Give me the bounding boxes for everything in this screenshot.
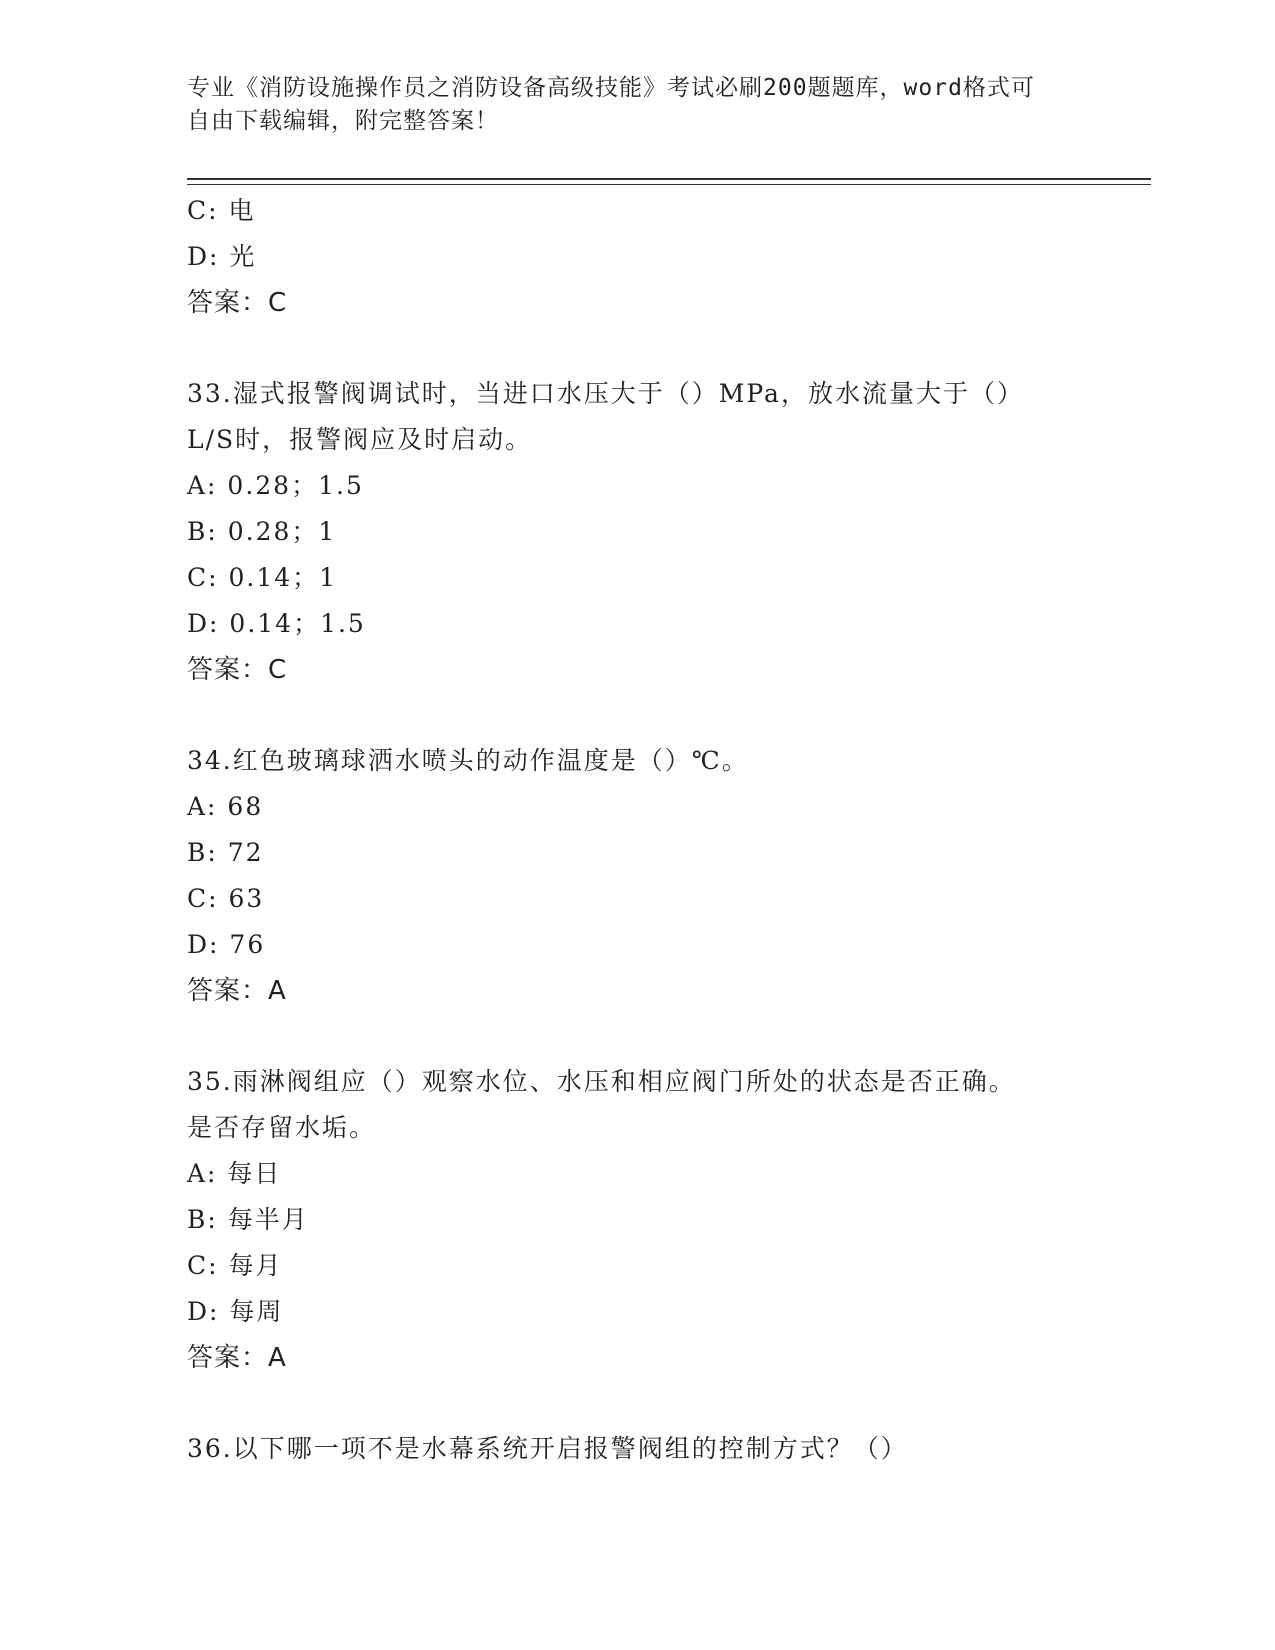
question-stem: 35.雨淋阀组应（）观察水位、水压和相应阀门所处的状态是否正确。	[187, 1067, 1016, 1096]
option-line: C: 63	[187, 884, 265, 913]
header-line-2: 自由下载编辑，附完整答案！	[187, 108, 499, 134]
question-36	[187, 1426, 1087, 1472]
document-header	[187, 72, 1077, 138]
question-stem: 33.湿式报警阀调试时，当进口水压大于（）MPa，放水流量大于（）	[187, 379, 1024, 408]
header-divider-thin	[187, 184, 1151, 185]
option-line: D: 0.14；1.5	[187, 609, 366, 638]
question-stem: 是否存留水垢。	[187, 1113, 377, 1142]
option-line: C: 0.14；1	[187, 563, 338, 592]
option-line: B: 0.28；1	[187, 517, 337, 546]
option-line: A: 每日	[187, 1159, 282, 1188]
question-stem: 36.以下哪一项不是水幕系统开启报警阀组的控制方式？（）	[187, 1434, 908, 1463]
option-line: D: 光	[187, 242, 257, 271]
answer-line: 答案：C	[187, 655, 288, 685]
option-line: D: 76	[187, 930, 266, 959]
answer-line: 答案：C	[187, 288, 288, 318]
answer-line: 答案：A	[187, 1343, 287, 1373]
question-list	[187, 188, 1087, 1472]
question-34	[187, 738, 1087, 1014]
header-divider	[187, 178, 1151, 180]
header-line-1: 专业《消防设施操作员之消防设备高级技能》考试必刷200题题库，word格式可	[187, 75, 1035, 101]
option-line: A: 0.28；1.5	[187, 471, 364, 500]
question-35	[187, 1059, 1087, 1381]
option-line: D: 每周	[187, 1297, 284, 1326]
option-line: B: 72	[187, 838, 264, 867]
question-stem: L/S时，报警阀应及时启动。	[187, 425, 533, 454]
answer-line: 答案：A	[187, 976, 287, 1006]
option-line: C: 电	[187, 196, 256, 225]
option-line: A: 68	[187, 792, 264, 821]
question-stem: 34.红色玻璃球洒水喷头的动作温度是（）℃。	[187, 746, 749, 775]
option-line: C: 每月	[187, 1251, 283, 1280]
option-line: B: 每半月	[187, 1205, 309, 1234]
question-33	[187, 371, 1087, 693]
